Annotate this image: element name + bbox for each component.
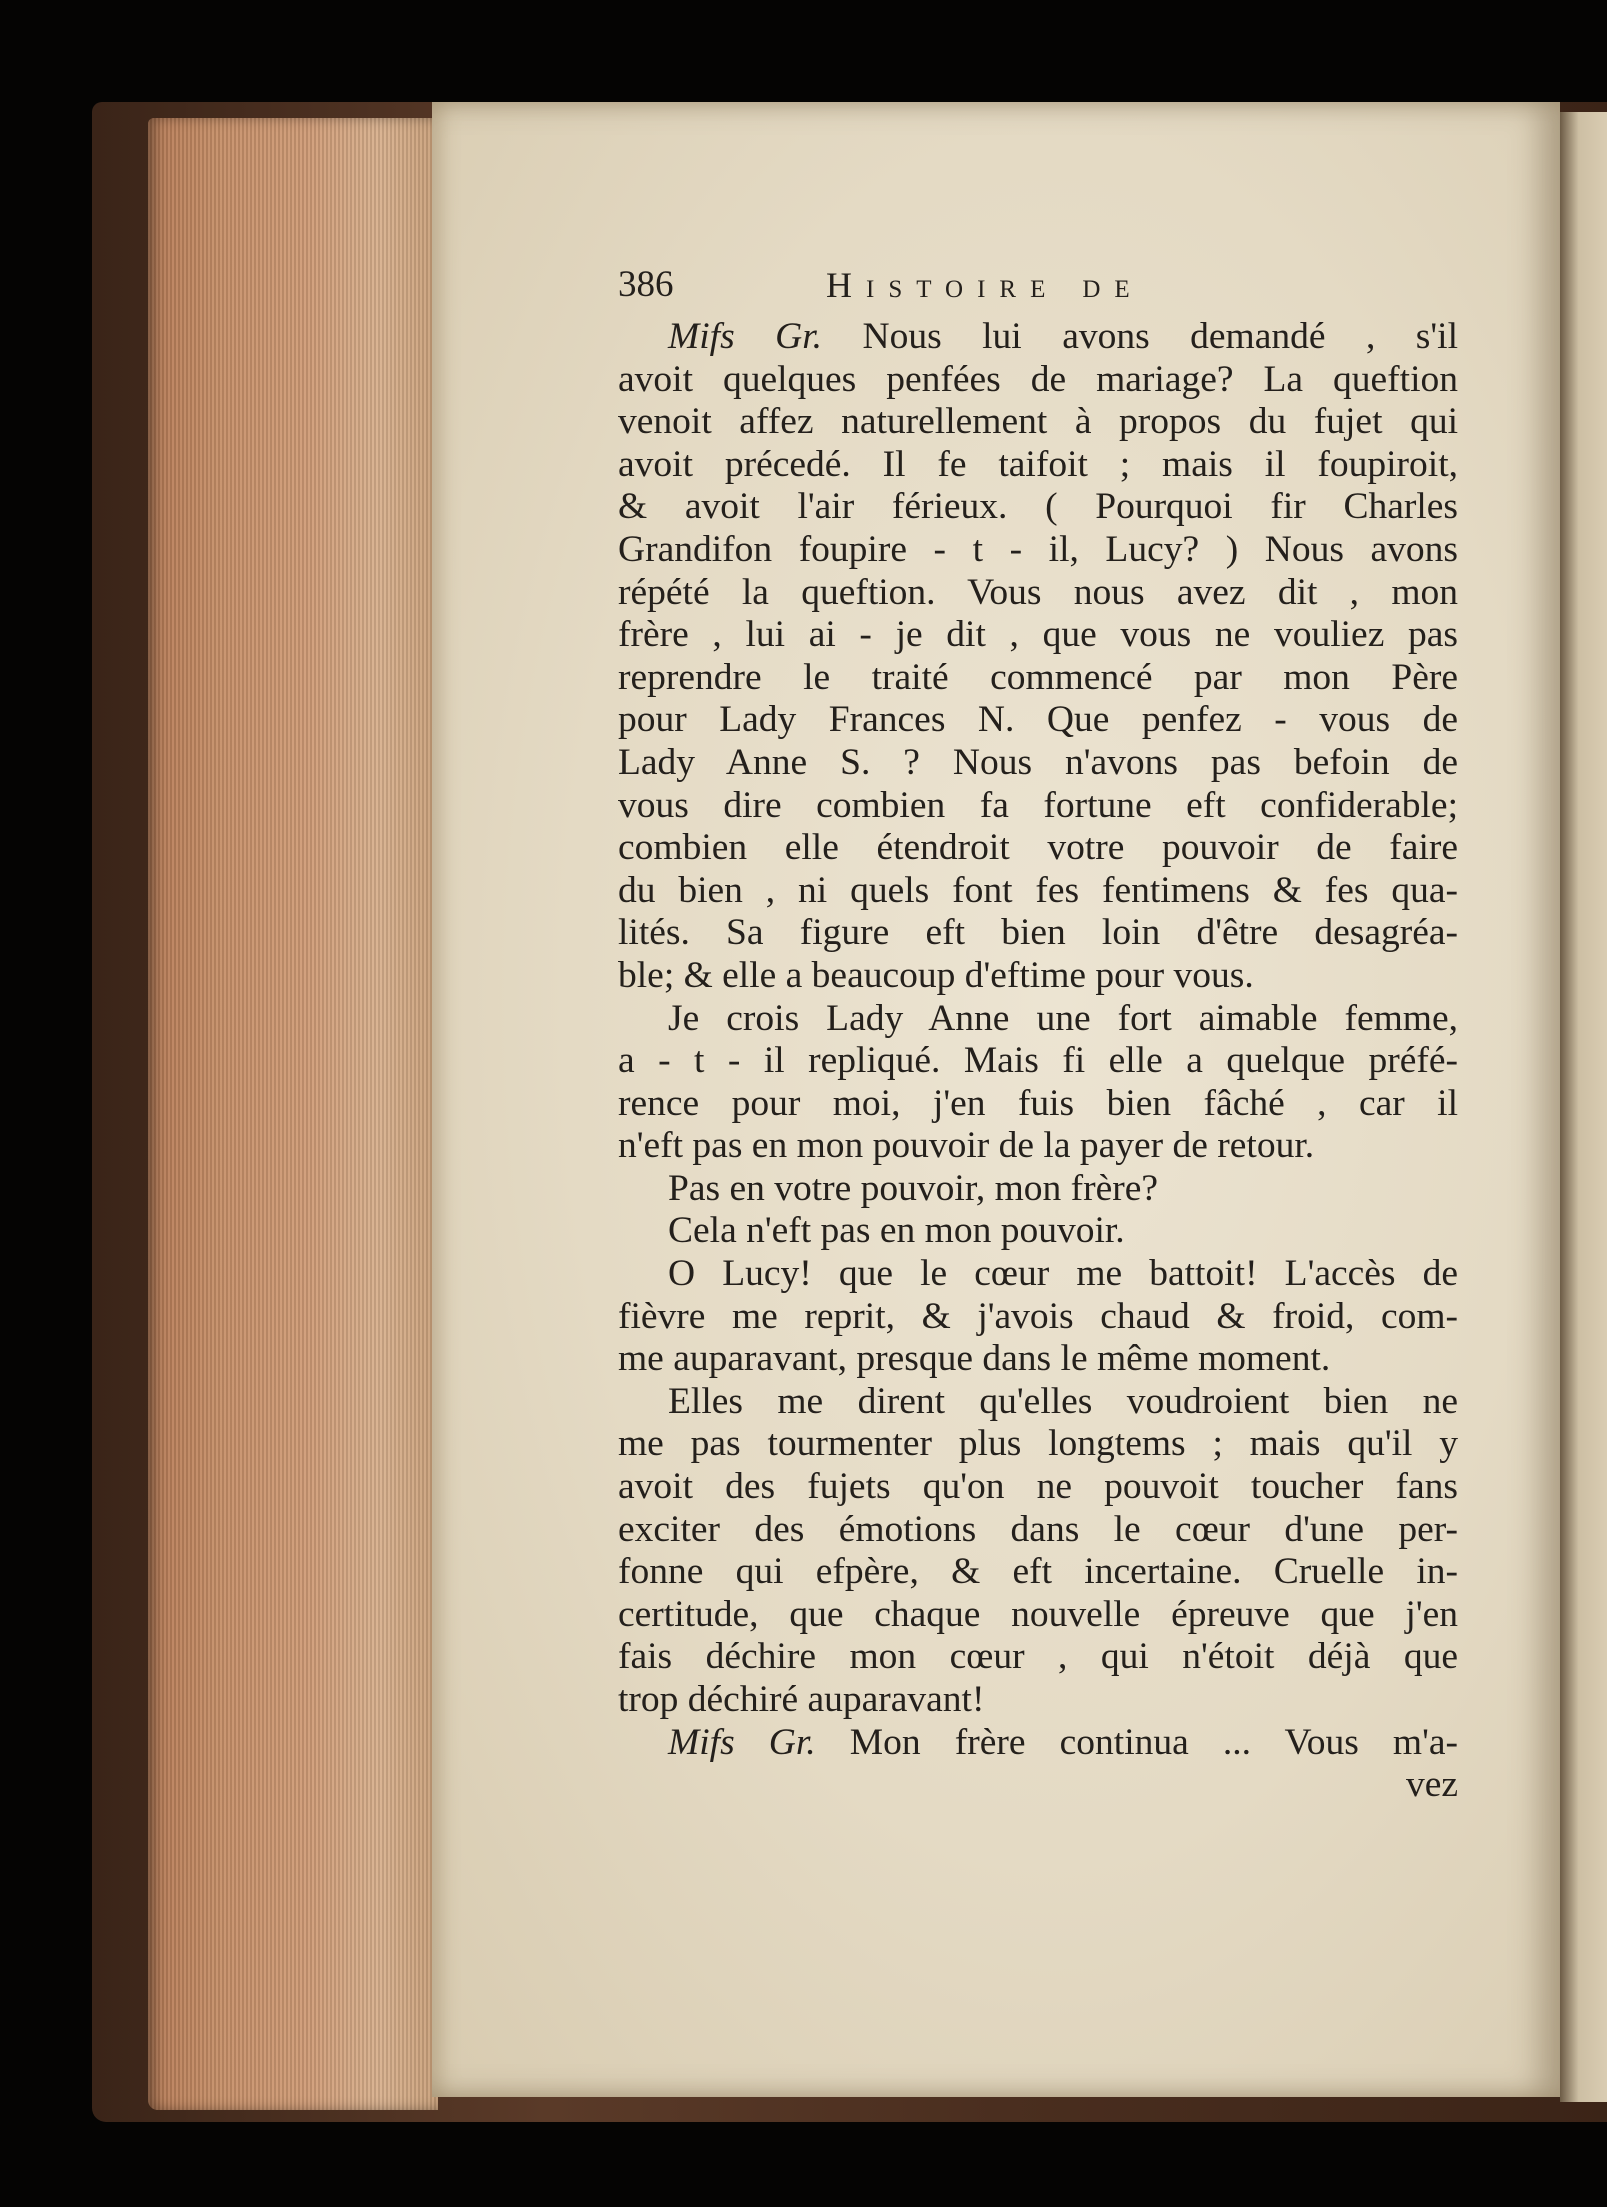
- line-text: ble; & elle a beaucoup d'eftime pour vous.: [618, 954, 1254, 996]
- line-text: exciter des émotions dans le cœur d'une per-: [618, 1508, 1458, 1550]
- catchword: vez: [1405, 1764, 1458, 1806]
- page-text-block: [618, 262, 1458, 1807]
- text-line: [618, 699, 1458, 742]
- line-text: a - t - il repliqué. Mais fi elle a quelque préfé-: [618, 1040, 1458, 1082]
- text-line: [618, 1636, 1458, 1679]
- line-text: Lady Anne S. ? Nous n'avons pas befoin de: [618, 741, 1458, 783]
- line-text: combien elle étendroit votre pouvoir de faire: [618, 827, 1458, 869]
- line-text: venoit affez naturellement à propos du fujet qui: [618, 401, 1458, 443]
- line-text: Nous lui avons demandé , s'il: [822, 316, 1458, 357]
- speaker-name: Mifs Gr.: [668, 316, 823, 357]
- line-text: Cela n'eft pas en mon pouvoir.: [668, 1210, 1125, 1252]
- line-text: Je crois Lady Anne une fort aimable femme,: [668, 997, 1458, 1039]
- text-line: [618, 1594, 1458, 1637]
- text-line: [618, 657, 1458, 700]
- line-text: avoit quelques penfées de mariage? La queftion: [618, 358, 1458, 400]
- text-line: [618, 1083, 1458, 1126]
- line-text: certitude, que chaque nouvelle épreuve que j'en: [618, 1593, 1458, 1635]
- facing-page-edge: [1560, 112, 1607, 2102]
- line-text: fièvre me reprit, & j'avois chaud & froid, com-: [618, 1295, 1458, 1337]
- text-line: [618, 827, 1458, 870]
- line-text: Elles me dirent qu'elles voudroient bien ne: [668, 1380, 1458, 1422]
- line-text: avoit précedé. Il fe taifoit ; mais il foupiroit,: [618, 443, 1458, 485]
- text-line: [618, 359, 1458, 402]
- text-line: [618, 401, 1458, 444]
- line-text: avoit des fujets qu'on ne pouvoit toucher fans: [618, 1466, 1458, 1508]
- text-line: [618, 316, 1458, 359]
- line-text: me auparavant, presque dans le même moment.: [618, 1338, 1331, 1380]
- line-text: vous dire combien fa fortune eft confiderable;: [618, 784, 1458, 826]
- speaker-name: Mifs Gr.: [668, 1721, 816, 1763]
- line-text: Grandifon foupire - t - il, Lucy? ) Nous avons: [618, 528, 1458, 570]
- line-text: frère , lui ai - je dit , que vous ne vouliez pas: [618, 614, 1458, 656]
- text-line: [618, 614, 1458, 657]
- text-line: [618, 1168, 1458, 1211]
- line-text: Mon frère continua ... Vous m'a-: [815, 1721, 1458, 1763]
- text-line: [618, 1466, 1458, 1509]
- text-line: [618, 1423, 1458, 1466]
- line-text: O Lucy! que le cœur me battoit! L'accès de: [668, 1253, 1458, 1295]
- line-text: me pas tourmenter plus longtems ; mais qu'il y: [618, 1423, 1458, 1465]
- line-text: fais déchire mon cœur , qui n'étoit déjà que: [618, 1636, 1458, 1678]
- text-line: [618, 955, 1458, 998]
- text-line: [618, 870, 1458, 913]
- running-title: Histoire de: [826, 265, 1144, 305]
- text-line: [618, 1509, 1458, 1552]
- page-number: 386: [618, 264, 674, 305]
- text-line: [618, 912, 1458, 955]
- text-line: [618, 486, 1458, 529]
- text-line: [618, 742, 1458, 785]
- text-line: [618, 1679, 1458, 1722]
- line-text: Pas en votre pouvoir, mon frère?: [668, 1167, 1159, 1209]
- body-text: [618, 316, 1458, 1764]
- text-line: [618, 529, 1458, 572]
- text-line: [618, 785, 1458, 828]
- text-line: [618, 444, 1458, 487]
- text-line: [618, 998, 1458, 1041]
- line-text: & avoit l'air férieux. ( Pourquoi fir Charles: [618, 486, 1458, 528]
- text-line: [618, 1040, 1458, 1083]
- text-line: [618, 1210, 1458, 1253]
- text-line: [618, 1125, 1458, 1168]
- text-line: [618, 1551, 1458, 1594]
- text-line: [618, 1296, 1458, 1339]
- line-text: du bien , ni quels font fes fentimens & fes qua-: [618, 869, 1458, 911]
- line-text: fonne qui efpère, & eft incertaine. Cruelle in-: [618, 1551, 1458, 1593]
- page-edges: [148, 118, 438, 2110]
- text-line: [618, 572, 1458, 615]
- text-line: [618, 1381, 1458, 1424]
- line-text: rence pour moi, j'en fuis bien fâché , car il: [618, 1082, 1458, 1124]
- text-line: [618, 1338, 1458, 1381]
- line-text: trop déchiré auparavant!: [618, 1679, 985, 1720]
- text-line: [618, 1253, 1458, 1296]
- line-text: reprendre le traité commencé par mon Père: [618, 656, 1458, 698]
- line-text: répété la queftion. Vous nous avez dit , mon: [618, 571, 1458, 613]
- line-text: lités. Sa figure eft bien loin d'être desagréa-: [618, 912, 1458, 954]
- line-text: pour Lady Frances N. Que penfez - vous de: [618, 699, 1458, 741]
- page-header: [618, 262, 1458, 316]
- text-line: [618, 1722, 1458, 1765]
- line-text: n'eft pas en mon pouvoir de la payer de retour.: [618, 1125, 1315, 1167]
